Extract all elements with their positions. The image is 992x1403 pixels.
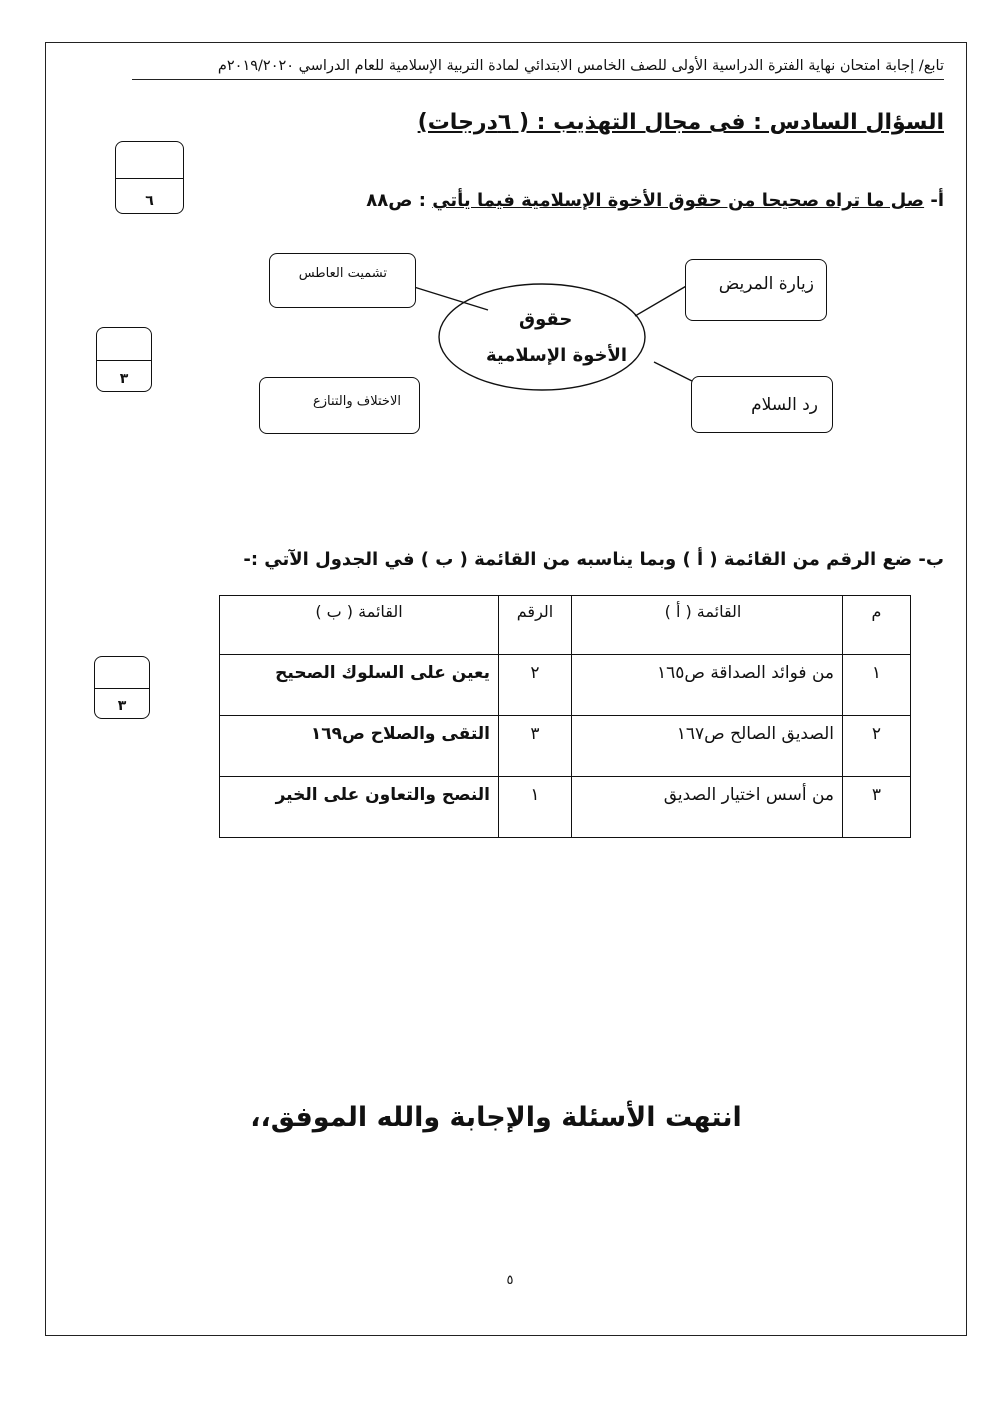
cell-list-a: من أسس اختيار الصديق	[572, 777, 843, 838]
table-row	[220, 655, 911, 716]
option-label: تشميت العاطس	[298, 266, 387, 281]
center-ellipse	[439, 284, 645, 390]
header-number: الرقم	[499, 596, 572, 655]
table-header-row	[220, 596, 911, 655]
cell-m: ٢	[843, 716, 911, 777]
cell-number: ٣	[499, 716, 572, 777]
option-box-top-right	[685, 259, 827, 321]
part-a-score-value: ٣	[119, 371, 129, 387]
closing-text: انتهت الأسئلة والإجابة والله الموفق،،	[250, 1102, 742, 1133]
cell-list-a: الصديق الصالح ص١٦٧	[572, 716, 843, 777]
cell-m: ٣	[843, 777, 911, 838]
option-box-bottom-left	[259, 377, 420, 434]
part-a-instruction: أ- صل ما تراه صحيحا من حقوق الأخوة الإسلامية فيما يأتي : ص٨٨	[366, 190, 944, 211]
center-label-line1: حقوق	[519, 309, 573, 330]
header-m: م	[843, 596, 911, 655]
option-label: رد السلام	[751, 395, 818, 415]
cell-list-b: النصح والتعاون على الخير	[220, 777, 499, 838]
cell-m: ١	[843, 655, 911, 716]
question-title: السؤال السادس : فى مجال التهذيب : ( ٦درجات)	[417, 110, 944, 135]
option-box-top-left	[269, 253, 416, 308]
header-list-b: القائمة ( ب )	[220, 596, 499, 655]
table-row	[220, 777, 911, 838]
header-list-a: القائمة ( أ )	[572, 596, 843, 655]
matching-table	[219, 595, 911, 838]
part-b-score-value: ٣	[117, 698, 127, 714]
cell-list-b: التقى والصلاح ص١٦٩	[220, 716, 499, 777]
question-score-value: ٦	[145, 193, 154, 209]
part-b-instruction: ب- ضع الرقم من القائمة ( أ ) وبما يناسبه من القائمة ( ب ) في الجدول الآتي :-	[243, 549, 944, 570]
cell-number: ٢	[499, 655, 572, 716]
table-row	[220, 716, 911, 777]
option-label: الاختلاف والتنازع	[312, 394, 401, 409]
cell-number: ١	[499, 777, 572, 838]
cell-list-b: يعين على السلوك الصحيح	[220, 655, 499, 716]
option-box-bottom-right	[691, 376, 833, 433]
center-label-line2: الأخوة الإسلامية	[486, 345, 628, 366]
page-header: تابع/ إجابة امتحان نهاية الفترة الدراسية الأولى للصف الخامس الابتدائي لمادة التربية الإسلامية للعام الدراسي ٢٠١٩/٢٠٢٠م	[217, 58, 944, 74]
cell-list-a: من فوائد الصداقة ص١٦٥	[572, 655, 843, 716]
page-number: ٥	[506, 1273, 514, 1288]
option-label: زيارة المريض	[718, 274, 814, 294]
part-b-score-box	[94, 656, 150, 719]
